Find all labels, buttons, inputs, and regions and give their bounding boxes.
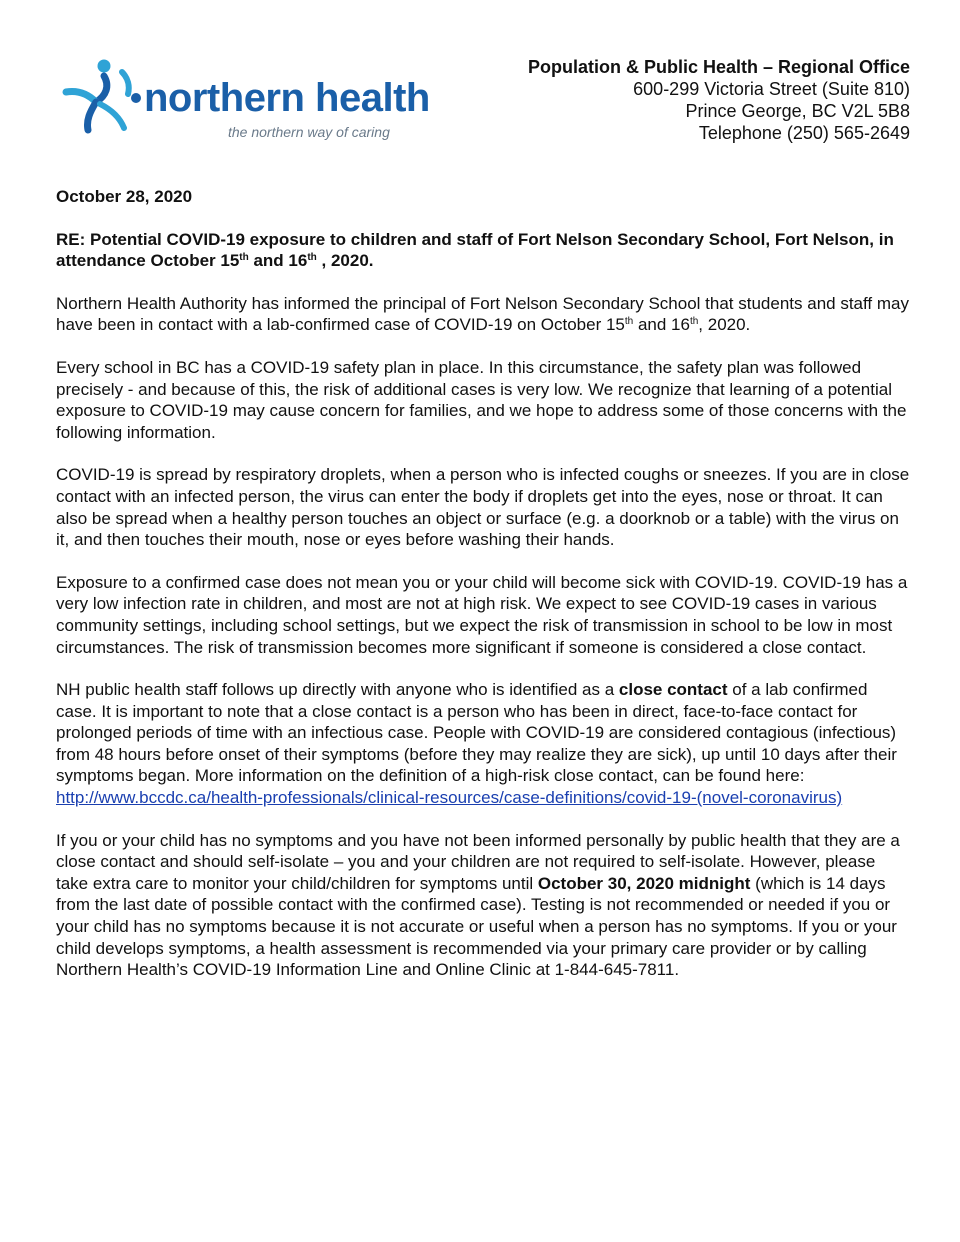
paragraph-notification	[56, 293, 912, 336]
paragraph-close-contact	[56, 679, 912, 809]
date-ordinal: th	[689, 316, 699, 328]
paragraph-text: and 16	[633, 315, 690, 335]
letter-date: October 28, 2020	[56, 187, 193, 206]
paragraph-transmission: COVID-19 is spread by respiratory droplets, when a person who is infected coughs or sneezes. If you are in close contact with an infected person, the virus can enter the body if droplets get into the eyes, nose or throat. It can also be spread when a healthy person touches an object or surface (e.g. a doorknob or a table) with the virus on it, and then touches their mouth, nose or eyes before washing their hands.	[56, 465, 910, 550]
paragraph-text: , 2020.	[698, 315, 751, 335]
office-phone: Telephone (250) 565-2649	[698, 123, 910, 143]
bccdc-definition-link[interactable]: http://www.bccdc.ca/health-professionals/clinical-resources/case-definitions/covid-19-(novel-coronavirus)	[56, 788, 843, 808]
close-contact-term: close contact	[618, 680, 728, 700]
subject-text: and 16	[248, 251, 308, 271]
office-address-block	[528, 56, 910, 144]
logo-tagline: the northern way of caring	[228, 124, 390, 140]
letter-subject	[56, 229, 912, 272]
paragraph-safety-plan: Every school in BC has a COVID-19 safety plan in place. In this circumstance, the safety plan was followed precisely - and because of this, the risk of additional cases is very low. We recognize that learning of a potential exposure to COVID-19 may cause concern for families, and we hope to address some of those concerns with the following information.	[56, 357, 907, 442]
monitoring-end-date: October 30, 2020 midnight	[537, 873, 751, 893]
subject-ordinal: th	[239, 252, 249, 264]
office-street: 600-299 Victoria Street (Suite 810)	[633, 79, 910, 99]
paragraph-self-isolation	[56, 830, 912, 981]
subject-text: RE: Potential COVID-19 exposure to children and staff of Fort Nelson Secondary School, Fort Nelson, in attendance October 15	[56, 229, 894, 271]
date-ordinal: th	[624, 316, 634, 328]
paragraph-text: NH public health staff follows up directly with anyone who is identified as a	[56, 680, 619, 700]
office-city: Prince George, BC V2L 5B8	[685, 101, 910, 121]
subject-text: , 2020.	[316, 251, 374, 271]
office-name: Population & Public Health – Regional Office	[527, 57, 910, 77]
paragraph-exposure-risk: Exposure to a confirmed case does not mean you or your child will become sick with COVID-19. COVID-19 has a very low infection rate in children, and most are not at high risk. We expect to see COVID-19 cases in various community settings, including school settings, but we expect the risk of transmission in school to be low in most circumstances. The risk of transmission becomes more significant if someone is considered a close contact.	[56, 572, 908, 657]
paragraph-text: (which is 14 days from the last date of possible contact with the confirmed case). Testing is not recommended or needed if you or your child has no symptoms because it is not accurate or useful when a person has no symptoms. If you or your child develops symptoms, a health assessment is recommended via your primary care provider or by calling Northern Health’s COVID-19 Information Line and Online Clinic at 1-844-645-7811.	[56, 873, 897, 980]
paragraph-text: If you or your child has no symptoms and you have not been informed personally by public health that they are a close contact and should self-isolate – you and your children are not required to self-isolate. However, please take extra care to monitor your child/children for symptoms until	[56, 830, 900, 893]
paragraph-text: Northern Health Authority has informed the principal of Fort Nelson Secondary School that students and staff may have been in contact with a lab-confirmed case of COVID-19 on October 15	[56, 293, 909, 335]
subject-ordinal: th	[307, 252, 317, 264]
northern-health-logo-icon	[60, 52, 144, 136]
letter-body	[56, 186, 912, 1002]
logo-wordmark: northern health	[144, 76, 430, 120]
northern-health-logo	[60, 52, 440, 152]
paragraph-text: of a lab confirmed case. It is important to note that a close contact is a person who has been in direct, face-to-face contact for prolonged periods of time with an infectious case. People with COVID-19 are considered contagious (infectious) from 48 hours before onset of their symptoms (before they may realize they are sick), up until 10 days after their symptoms began. More information on the definition of a high-risk close contact, can be found here:	[56, 680, 897, 786]
